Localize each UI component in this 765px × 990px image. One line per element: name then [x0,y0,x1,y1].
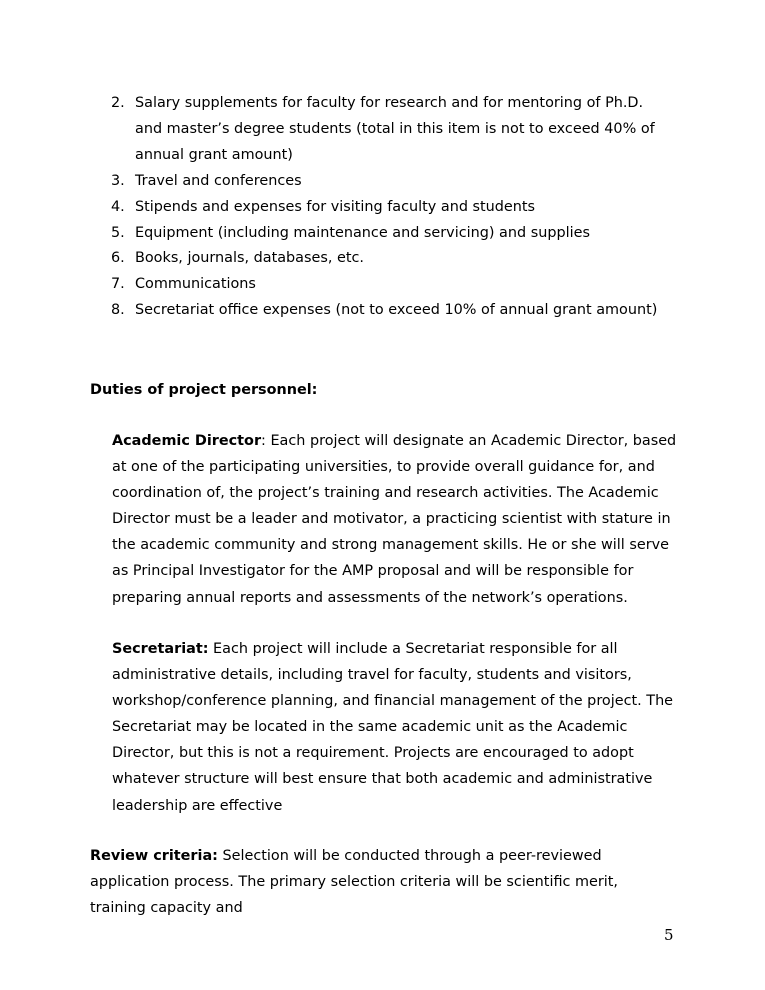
list-item-text: Equipment (including maintenance and servicing) and supplies [135,224,590,241]
secretariat-text: Each project will include a Secretariat responsible for all administrative details, including travel for faculty, students and visitors, workshop/conference planning, and financial management of the project. The Secretariat may be located in the same academic unit as the Academic Director, but this is not a requirement. Projects are encouraged to adopt whatever structure will best ensure that both academic and administrative leadership are effective [112,641,674,814]
list-item-number: 3. [111,172,125,189]
academic-director-text: : Each project will designate an Academic Director, based at one of the participating universities, to provide overall guidance for, and coordination of, the project’s training and research activities. The Academic Director must be a leader and motivator, a practicing scientist with stature in the academic community and strong management skills. He or she will serve as Principal Investigator for the AMP proposal and will be responsible for preparing annual reports and assessments of the network’s operations. [112,433,677,606]
list-item [111,169,671,195]
list-item [111,91,671,169]
list-item-number: 7. [111,276,125,293]
list-item [111,246,671,272]
list-item-text: Books, journals, databases, etc. [135,250,364,267]
secretariat-label: Secretariat: [112,641,209,657]
duties-heading: Duties of project personnel: [90,382,318,398]
list-item-number: 8. [111,302,125,319]
list-item-number: 5. [111,224,125,241]
academic-director-label: Academic Director [112,433,262,449]
academic-director-paragraph [112,428,677,611]
budget-items-list [111,91,671,324]
list-item-text: Communications [135,276,256,293]
list-item-text: Salary supplements for faculty for research and for mentoring of Ph.D. and master’s degree students (total in this item is not to exceed 40% of annual grant amount) [135,95,655,163]
list-item [111,298,671,324]
review-criteria-text: Selection will be conducted through a peer-reviewed application process. The primary selection criteria will be scientific merit, training capacity and [90,848,618,917]
list-item-text: Stipends and expenses for visiting faculty and students [135,198,536,215]
list-item [111,195,671,221]
list-item [111,272,671,298]
list-item-number: 6. [111,250,125,267]
secretariat-paragraph [112,636,677,819]
review-criteria-paragraph [90,843,670,921]
review-criteria-label: Review criteria: [90,848,218,864]
page-number: 5 [664,926,674,944]
list-item-text: Secretariat office expenses (not to exceed 10% of annual grant amount) [135,302,658,319]
list-item-text: Travel and conferences [135,172,302,189]
list-item-number: 2. [111,95,125,111]
list-item-number: 4. [111,198,125,215]
list-item [111,221,671,247]
